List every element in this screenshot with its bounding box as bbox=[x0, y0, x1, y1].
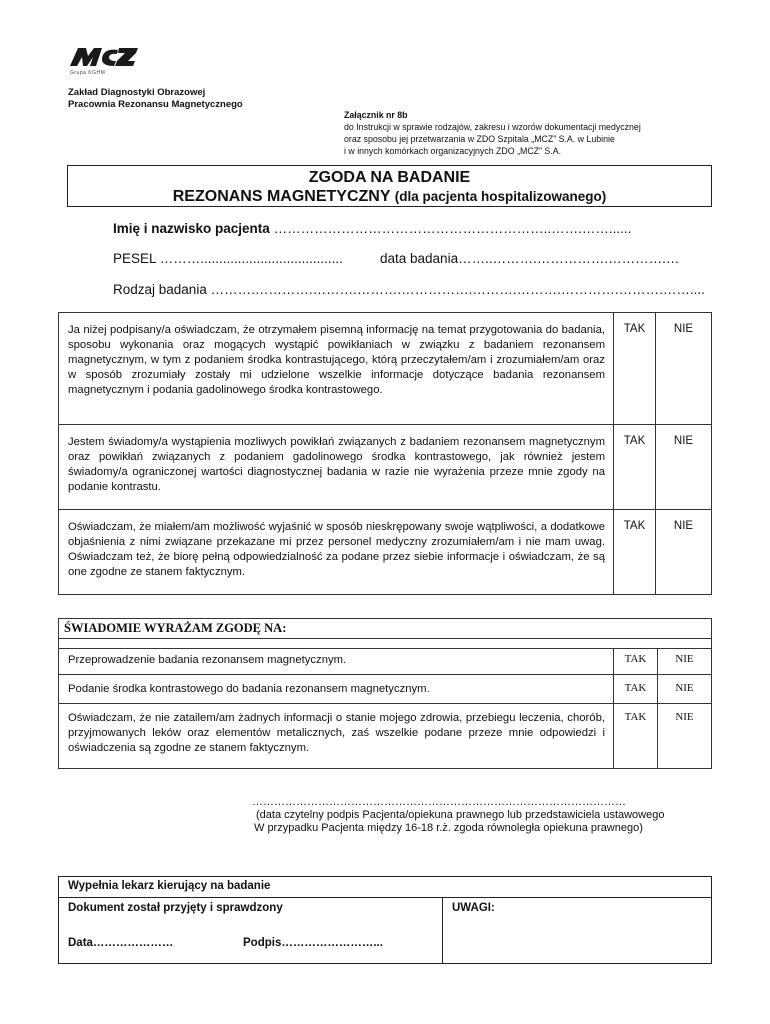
no-option[interactable]: NIE bbox=[656, 313, 712, 425]
no-option[interactable]: NIE bbox=[658, 704, 712, 769]
table-row bbox=[59, 619, 712, 639]
consent-table bbox=[58, 618, 712, 769]
table-row bbox=[59, 313, 712, 425]
doctor-signature-field[interactable]: Podpis……………………... bbox=[243, 937, 383, 949]
document-accepted-label: Dokument został przyjęty i sprawdzony bbox=[68, 902, 283, 914]
form-subtitle: REZONANS MAGNETYCZNY (dla pacjenta hospitalizowanego) bbox=[172, 188, 607, 205]
remarks-field[interactable]: UWAGI: bbox=[452, 902, 495, 914]
referring-doctor-box bbox=[58, 876, 712, 964]
signature-area[interactable]: ………………………………………………………………………………………… (data czytelny podpis Pacjenta/opiekuna prawnego lub przedstawiciela ustawowego W przypadku Pacjenta między 16-18 r.ż. zgoda równoległa opiekuna prawnego) bbox=[252, 796, 665, 834]
doctor-date-field[interactable]: Data………………… bbox=[68, 937, 174, 949]
divider bbox=[442, 897, 443, 964]
form-title-box bbox=[67, 165, 712, 207]
pesel-field[interactable]: PESEL ………...................................... bbox=[113, 251, 343, 266]
exam-date-field[interactable]: data badania……..……….…………….………….… bbox=[380, 251, 680, 266]
consent-text: Przeprowadzenie badania rezonansem magnetycznym. bbox=[59, 649, 614, 675]
yes-option[interactable]: TAK bbox=[614, 675, 658, 704]
doctor-box-header: Wypełnia lekarz kierujący na badanie bbox=[68, 880, 271, 892]
yes-option[interactable]: TAK bbox=[614, 313, 656, 425]
consent-header: ŚWIADOMIE WYRAŻAM ZGODĘ NA: bbox=[59, 619, 712, 639]
consent-text: Podanie środka kontrastowego do badania rezonansem magnetycznym. bbox=[59, 675, 614, 704]
yes-option[interactable]: TAK bbox=[614, 704, 658, 769]
annex-note: Załącznik nr 8b do Instrukcji w sprawie rodzajów, zakresu i wzorów dokumentacji medycznej oraz sposobu jej przetwarzania w ZDO Szpitala „MCZ” S.A. w Lubinie i w innych komórkach organizacyjnych ZDO „MCZ” S.A. bbox=[344, 110, 641, 156]
organization-name: Zakład Diagnostyki Obrazowej Pracownia Rezonansu Magnetycznego bbox=[68, 87, 243, 110]
yes-option[interactable]: TAK bbox=[614, 425, 656, 510]
declaration-text: Ja niżej podpisany/a oświadczam, że otrzymałem pisemną informację na temat przygotowania do badania, sposobu wykonania oraz mogących wystąpić powikłaniach w związku z badaniem rezonansem magnetycznym, w tym z podaniem środka kontrastującego, którą przeczytałem/am i zrozumiałem/am oraz w sposób zrozumiały zostały mi udzielone wszelkie informacje dotyczące badania rezonansem magnetycznym i podania gadolinowego środka kontrastowego. bbox=[59, 313, 614, 425]
logo-subtext: Grupa KGHM bbox=[70, 70, 106, 76]
table-row bbox=[59, 639, 712, 649]
declaration-text: Jestem świadomy/a wystąpienia mozliwych powikłań związanych z badaniem rezonansem magnetycznym oraz powikłań związanych z podaniem gadolinowego środka kontrastowego, jak również jestem świadomy/a ograniczonej wartości diagnostycznej badania w razie nie wyrażenia przeze mnie zgody na podanie kontrastu. bbox=[59, 425, 614, 510]
declaration-text: Oświadczam, że miałem/am możliwość wyjaśnić w sposób nieskrępowany swoje wątpliwości, a dodatkowe objaśnienia z nimi związane przekazane mi przez personel medyczny zrozumiałem/am i nie mam uwag. Oświadczam też, że biorę pełną odpowiedzialność za podane przez siebie informacje i oświadczam, że są one zgodne ze stanem faktycznym. bbox=[59, 510, 614, 595]
table-row bbox=[59, 675, 712, 704]
form-title: ZGODA NA BADANIE bbox=[308, 169, 471, 186]
consent-text: Oświadczam, że nie zatailem/am żadnych informacji o stanie mojego zdrowia, przebiegu leczenia, chorób, przyjmowanych leków oraz elementów metalicznych, zaś wszelkie podane przeze mnie odpowiedzi i oświadczenia są zgodne ze stanem faktycznym. bbox=[59, 704, 614, 769]
table-row bbox=[59, 704, 712, 769]
yes-option[interactable]: TAK bbox=[614, 649, 658, 675]
no-option[interactable]: NIE bbox=[658, 649, 712, 675]
table-row bbox=[59, 425, 712, 510]
table-row bbox=[59, 510, 712, 595]
no-option[interactable]: NIE bbox=[656, 425, 712, 510]
yes-option[interactable]: TAK bbox=[614, 510, 656, 595]
no-option[interactable]: NIE bbox=[656, 510, 712, 595]
exam-type-field[interactable]: Rodzaj badania ……….………….……….……….…………….……….……….………….……….…….... bbox=[113, 282, 705, 297]
table-row bbox=[59, 649, 712, 675]
no-option[interactable]: NIE bbox=[658, 675, 712, 704]
patient-name-field[interactable]: Imię i nazwisko pacjenta ……………………………………………………..…….……...... bbox=[113, 221, 632, 236]
declarations-table bbox=[58, 312, 712, 595]
